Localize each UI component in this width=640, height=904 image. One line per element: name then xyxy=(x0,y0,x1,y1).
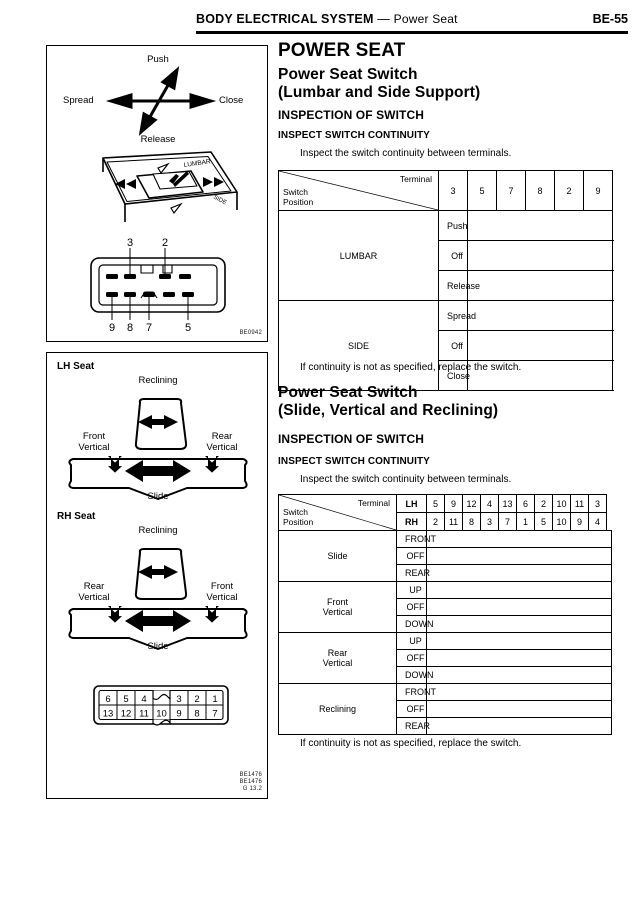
section2-footnote-text: If continuity is not as specified, replace the switch. xyxy=(300,738,522,749)
rh-right-vertical-line2: Vertical xyxy=(206,592,238,603)
rh-left-vertical-line2: Vertical xyxy=(78,592,110,603)
corner-terminal-label: Terminal xyxy=(357,498,390,508)
pin-label-bottom-0: 9 xyxy=(108,322,116,334)
continuity-cells xyxy=(468,241,613,271)
section2-subheading-text: INSPECT SWITCH CONTINUITY xyxy=(278,456,430,467)
table-row xyxy=(279,211,613,241)
seat-pin-top-0: 6 xyxy=(105,694,111,705)
seat-pin-bottom-5: 8 xyxy=(194,708,200,720)
arrow-label-push: Push xyxy=(147,54,169,65)
table-header-row-lh xyxy=(279,495,612,513)
rh-label-slide: Slide xyxy=(147,641,169,652)
pin-label-bottom-1: 8 xyxy=(126,322,134,334)
seat-pin-top-5: 1 xyxy=(212,694,218,705)
rh-terminal-4: 7 xyxy=(499,513,517,531)
header-system: BODY ELECTRICAL SYSTEM xyxy=(196,12,374,26)
section1-inspection-text: INSPECTION OF SWITCH xyxy=(278,108,424,122)
lh-seat-title: LH Seat xyxy=(57,361,95,372)
switch-position-label: Close xyxy=(439,361,468,391)
switch-position-label: FRONT xyxy=(397,684,427,701)
seat-pin-top-2: 4 xyxy=(141,694,147,705)
continuity-cells xyxy=(427,582,612,599)
continuity-cells xyxy=(427,701,612,718)
figure-code-seat xyxy=(239,772,262,793)
header-title xyxy=(196,12,458,26)
section-1-heading xyxy=(278,66,612,102)
lh-label-slide: Slide xyxy=(147,491,169,502)
lh-row-label: LH xyxy=(397,495,427,513)
continuity-cells xyxy=(468,271,613,301)
seat-pin-bottom-0: 13 xyxy=(102,708,114,720)
continuity-cells xyxy=(427,650,612,667)
switch-position-label: OFF xyxy=(397,650,427,667)
corner-position-label: Switch Position xyxy=(283,507,314,527)
direction-arrow-diagram xyxy=(47,54,269,150)
section2-inspection-heading xyxy=(278,432,612,446)
rh-terminal-8: 9 xyxy=(571,513,589,531)
terminal-header-3: 8 xyxy=(526,171,555,211)
switch-position-label: OFF xyxy=(397,701,427,718)
terminal-header-1: 5 xyxy=(468,171,497,211)
lh-label-left-vertical xyxy=(63,431,125,453)
pin-label-top-1: 2 xyxy=(161,237,169,249)
figure-code-line-1: BE1476 xyxy=(239,772,262,778)
continuity-cells xyxy=(468,211,613,241)
table-corner-header xyxy=(279,171,439,211)
rh-label-right-vertical xyxy=(191,581,253,603)
figure-code-line-3: G 13.2 xyxy=(242,786,262,792)
continuity-cells xyxy=(427,616,612,633)
lh-terminal-1: 9 xyxy=(445,495,463,513)
arrow-label-close: Close xyxy=(219,95,244,106)
seat-continuity-table-wrap xyxy=(278,494,612,735)
table-header-row xyxy=(279,171,613,211)
lh-terminal-3: 4 xyxy=(481,495,499,513)
switch-position-label: REAR xyxy=(397,565,427,582)
lh-terminal-7: 10 xyxy=(553,495,571,513)
page-number: BE-55 xyxy=(592,12,628,26)
group-label-0: LUMBAR xyxy=(279,211,439,301)
lh-left-vertical-line1: Front xyxy=(82,431,106,442)
group-label-0: Slide xyxy=(279,531,397,582)
section1-subheading-text: INSPECT SWITCH CONTINUITY xyxy=(278,130,430,141)
lh-label-reclining: Reclining xyxy=(138,375,178,386)
section1-title-line2: (Lumbar and Side Support) xyxy=(278,84,481,101)
seat-switch-connector xyxy=(91,683,231,727)
seat-pin-top-1: 5 xyxy=(123,694,129,705)
rh-left-vertical-line1: Rear xyxy=(83,581,105,592)
section1-footnote-text: If continuity is not as specified, replace the switch. xyxy=(300,362,522,373)
rh-terminal-5: 1 xyxy=(517,513,535,531)
rh-terminal-7: 10 xyxy=(553,513,571,531)
page-title xyxy=(278,40,612,62)
switch-position-label: Push xyxy=(439,211,468,241)
table-row xyxy=(279,301,613,331)
rh-terminal-9: 4 xyxy=(589,513,607,531)
lumbar-switch-connector xyxy=(75,236,241,336)
lh-right-vertical-line1: Rear xyxy=(211,431,233,442)
rh-right-vertical-line1: Front xyxy=(210,581,234,592)
group-label-2: Rear Vertical xyxy=(279,633,397,684)
table-row xyxy=(279,531,612,548)
lh-left-vertical-line2: Vertical xyxy=(78,442,110,453)
corner-position-label: Switch Position xyxy=(283,187,314,207)
section2-subheading xyxy=(278,456,612,467)
pin-label-bottom-2: 7 xyxy=(145,322,153,334)
continuity-cells xyxy=(468,331,613,361)
figure-code-line-2: BE1476 xyxy=(239,779,262,785)
lumbar-continuity-table-wrap xyxy=(278,170,612,391)
continuity-cells xyxy=(468,301,613,331)
section1-subheading xyxy=(278,130,612,141)
switch-position-label: DOWN xyxy=(397,667,427,684)
continuity-cells xyxy=(427,548,612,565)
pin-label-top-0: 3 xyxy=(126,237,134,249)
rh-row-label: RH xyxy=(397,513,427,531)
switch-position-label: REAR xyxy=(397,718,427,735)
lh-terminal-0: 5 xyxy=(427,495,445,513)
seat-pin-bottom-1: 12 xyxy=(120,708,132,720)
header-rule xyxy=(196,31,628,34)
section2-footnote xyxy=(278,738,612,749)
switch-position-label: OFF xyxy=(397,599,427,616)
section2-title-line1: Power Seat Switch xyxy=(278,384,418,401)
section1-inspection-heading xyxy=(278,108,612,122)
pin-label-bottom-3: 5 xyxy=(184,322,192,334)
switch-body-illustration xyxy=(61,146,255,232)
lh-terminal-4: 13 xyxy=(499,495,517,513)
section-2-heading xyxy=(278,384,612,420)
switch-position-label: Off xyxy=(439,241,468,271)
page-title-text: POWER SEAT xyxy=(278,40,406,61)
group-label-3: Reclining xyxy=(279,684,397,735)
continuity-cells xyxy=(427,531,612,548)
switch-position-label: OFF xyxy=(397,548,427,565)
lh-terminal-6: 2 xyxy=(535,495,553,513)
continuity-cells xyxy=(427,599,612,616)
seat-pin-bottom-6: 7 xyxy=(212,708,218,720)
table-row xyxy=(279,684,612,701)
seat-pin-top-3: 3 xyxy=(176,694,182,705)
rh-label-reclining: Reclining xyxy=(138,525,178,536)
rh-terminal-1: 11 xyxy=(445,513,463,531)
continuity-cells xyxy=(427,633,612,650)
rh-terminal-2: 8 xyxy=(463,513,481,531)
continuity-cells xyxy=(427,565,612,582)
rh-seat-title: RH Seat xyxy=(57,511,96,522)
switch-label-side: SIDE xyxy=(212,194,228,207)
header-dash: — xyxy=(377,12,390,26)
table-corner-header xyxy=(279,495,397,531)
section2-title-line2: (Slide, Vertical and Reclining) xyxy=(278,402,499,419)
switch-label-lumbar: LUMBAR xyxy=(183,158,212,169)
switch-position-label: Release xyxy=(439,271,468,301)
switch-position-label: Spread xyxy=(439,301,468,331)
continuity-cells xyxy=(427,684,612,701)
section2-instruction-text: Inspect the switch continuity between terminals. xyxy=(300,474,512,485)
figure-code-switch xyxy=(239,330,262,337)
corner-terminal-label: Terminal xyxy=(399,174,432,184)
lh-terminal-2: 12 xyxy=(463,495,481,513)
continuity-cells xyxy=(427,718,612,735)
group-label-1: SIDE xyxy=(279,301,439,391)
header-section: Power Seat xyxy=(393,12,458,26)
section1-instruction xyxy=(278,148,612,159)
lumbar-continuity-table xyxy=(278,170,613,391)
section1-instruction-text: Inspect the switch continuity between terminals. xyxy=(300,148,512,159)
arrow-label-spread: Spread xyxy=(63,95,94,106)
switch-position-label: UP xyxy=(397,582,427,599)
rh-label-left-vertical xyxy=(63,581,125,603)
terminal-header-0: 3 xyxy=(439,171,468,211)
table-row xyxy=(279,582,612,599)
terminal-header-2: 7 xyxy=(497,171,526,211)
lumbar-switch-figure-panel xyxy=(46,45,268,342)
lh-terminal-5: 6 xyxy=(517,495,535,513)
lh-right-vertical-line2: Vertical xyxy=(206,442,238,453)
section1-footnote xyxy=(278,362,612,373)
seat-diagram-panel xyxy=(46,352,268,799)
terminal-header-4: 2 xyxy=(555,171,584,211)
seat-continuity-table xyxy=(278,494,612,735)
group-label-1: Front Vertical xyxy=(279,582,397,633)
switch-position-label: FRONT xyxy=(397,531,427,548)
switch-position-label: DOWN xyxy=(397,616,427,633)
arrow-label-release: Release xyxy=(140,134,176,145)
seat-pin-bottom-4: 9 xyxy=(176,708,182,720)
lh-terminal-9: 3 xyxy=(589,495,607,513)
figure-code-line: BE0942 xyxy=(239,330,262,336)
table-row xyxy=(279,633,612,650)
page-header xyxy=(196,12,628,38)
continuity-cells xyxy=(427,667,612,684)
section2-instruction xyxy=(278,474,612,485)
rh-terminal-3: 3 xyxy=(481,513,499,531)
section2-inspection-text: INSPECTION OF SWITCH xyxy=(278,432,424,446)
switch-position-label: Off xyxy=(439,331,468,361)
rh-terminal-6: 5 xyxy=(535,513,553,531)
seat-pin-top-4: 2 xyxy=(194,694,200,705)
lh-terminal-8: 11 xyxy=(571,495,589,513)
seat-pin-bottom-2: 11 xyxy=(139,708,149,720)
switch-position-label: UP xyxy=(397,633,427,650)
rh-terminal-0: 2 xyxy=(427,513,445,531)
terminal-header-5: 9 xyxy=(584,171,613,211)
seat-pin-bottom-3: 10 xyxy=(156,708,167,720)
section1-title-line1: Power Seat Switch xyxy=(278,66,418,83)
lh-label-right-vertical xyxy=(191,431,253,453)
